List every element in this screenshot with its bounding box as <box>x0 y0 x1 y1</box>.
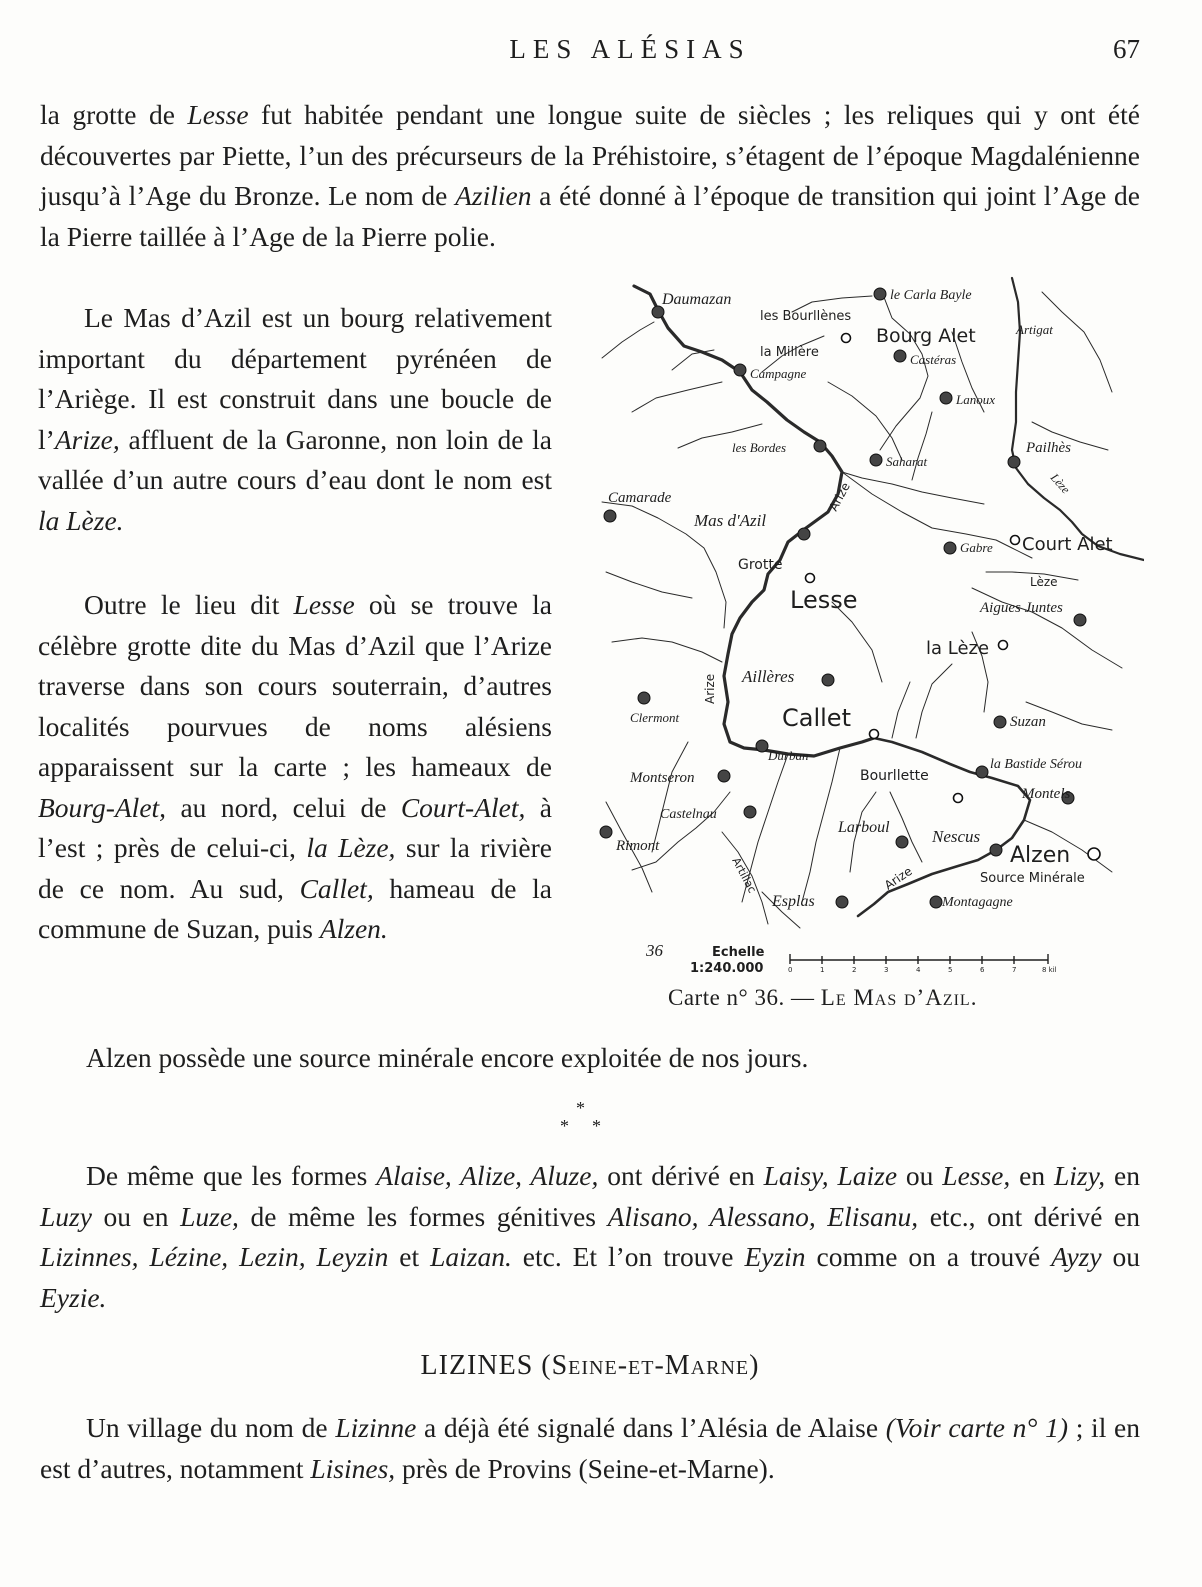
separator-star: * <box>592 1116 601 1136</box>
paragraph-grotte: la grotte de Lesse fut habitée pendant une longue suite de siècles ; les reliques qui y ont été découvertes par Piette, l’un des précurseurs de la Préhistoire, s’étagent de l’époque Magdalénienne jusqu’à l’Age du Bronze. Le nom de Azilien a été donné à l’époque de transition qui joint l’Age de la Pierre taillée à l’Age de la Pierre polie. <box>40 99 1140 252</box>
map-label-les-bordes: les Bordes <box>732 440 787 455</box>
map-label-grotte: Grotte <box>738 557 783 573</box>
map-label-lesse: Lesse <box>790 586 858 614</box>
map-label-mas-d-azil: Mas d'Azil <box>694 511 767 530</box>
map-river-arize: Arize <box>826 480 853 514</box>
map-label-daumazan: Daumazan <box>662 291 732 308</box>
map-label-clermont: Clermont <box>630 710 680 725</box>
scale-tick: 4 <box>916 966 921 974</box>
map-label-la-bastide: la Bastide Sérou <box>990 757 1083 772</box>
map-label-rimont: Rimont <box>616 838 660 854</box>
map-label-artigat: Artigat <box>1016 322 1053 337</box>
section-heading <box>0 1350 1180 1382</box>
paragraph-alzen: Alzen possède une source minérale encore exploitée de nos jours. <box>86 1042 809 1073</box>
map-label-bourllenes: les Bourllènes <box>760 309 852 324</box>
scale-tick: 7 <box>1012 966 1017 974</box>
page-number: 67 <box>1113 34 1140 64</box>
scale-tick: 0 <box>788 966 793 974</box>
map-river-leze: Lèze <box>1030 575 1058 589</box>
map-label-camarade: Camarade <box>608 490 672 506</box>
map-label-aigues-juntes: Aigues Juntes <box>980 600 1063 616</box>
section-separator <box>552 1094 612 1144</box>
separator-star: * <box>560 1116 569 1136</box>
map-label-alzen: Alzen <box>1010 843 1071 868</box>
map-label-montseron: Montseron <box>630 770 695 786</box>
map-label-suzan: Suzan <box>1010 714 1046 730</box>
map-label-larboul: Larboul <box>838 819 890 836</box>
map-drawing <box>592 272 1144 992</box>
map-river-leze: Lèze <box>1047 470 1073 497</box>
map-label-ailleres: Aillères <box>742 667 795 686</box>
map-label-bourllette: Bourllette <box>860 768 929 784</box>
map-label-bourg-alet: Bourg Alet <box>876 325 976 347</box>
scale-label: Echelle <box>712 945 765 960</box>
scale-tick: 3 <box>884 966 889 974</box>
map-label-montagagne: Montagagne <box>942 895 1013 910</box>
scale-tick: 6 <box>980 966 985 974</box>
map-label-la-leze: la Lèze <box>926 638 990 659</box>
map-label-le-carla: le Carla Bayle <box>890 288 972 303</box>
scale-tick: 5 <box>948 966 953 974</box>
map-number: 36 <box>646 941 663 960</box>
scale-ratio: 1:240.000 <box>690 961 764 976</box>
paragraph-formes: De même que les formes Alaise, Alize, Aluze, ont dérivé en Laisy, Laize ou Lesse, en Lizy, en Luzy ou en Luze, de même les formes génitives Alisano, Alessano, Elisanu, etc., ont dérivé en Lizinnes, Lézine, Lezin, Leyzin et Laizan. etc. Et l’on trouve Eyzin comme on a trouvé Ayzy ou Eyzie. <box>40 1160 1141 1313</box>
scale-tick: 1 <box>820 966 825 974</box>
map-label-esplas: Esplas <box>772 893 815 910</box>
map-figure <box>592 272 1144 992</box>
map-label-source-minerale: Source Minérale <box>980 871 1085 886</box>
map-label-lanoux: Lanoux <box>956 392 995 407</box>
map-label-gabre: Gabre <box>960 540 993 555</box>
heading-main: LIZINES <box>420 1350 534 1381</box>
separator-star: * <box>576 1098 585 1118</box>
map-caption: Carte n° 36. — Le Mas d’Azil. <box>668 985 978 1010</box>
map-river-arize: Arize <box>703 673 717 704</box>
paragraph-lizines: Un village du nom de Lizinne a déjà été signalé dans l’Alésia de Alaise (Voir carte n° 1) ; il en est d’autres, notamment Lisines, près de Provins (Seine-et-Marne). <box>40 1412 1140 1484</box>
paragraph-localites: Outre le lieu dit Lesse où se trouve la célèbre grotte dite du Mas d’Azil que l’Arize traverse dans son cours souterrain, d’autres localités pourvues de noms alésiens apparaissent sur la carte ; les hameaux de Bourg-Alet, au nord, celui de Court-Alet, à l’est ; près de celui-ci, la Lèze, sur la rivière de ce nom. Au sud, Callet, hameau de la commune de Suzan, puis Alzen. <box>38 589 552 944</box>
map-label-court-alet: Court Alet <box>1022 534 1113 555</box>
map-label-la-millere: la Millère <box>760 345 819 360</box>
running-title: LES ALÉSIAS <box>509 34 751 64</box>
page-header <box>40 34 1140 74</box>
map-label-nescus: Nescus <box>932 827 981 846</box>
map-label-montels: Montels <box>1022 786 1071 802</box>
paragraph-mas-d-azil: Le Mas d’Azil est un bourg relativement important du département pyrénéen de l’Ariège. Il est construit dans une boucle de l’Arize, affluent de la Garonne, non loin de la vallée d’un autre cours d’eau dont le nom est la Lèze. <box>38 302 552 536</box>
map-label-castelnau: Castelnau <box>660 807 717 822</box>
map-label-callet: Callet <box>782 704 851 732</box>
scale-tick: 8 kil <box>1042 966 1057 974</box>
map-label-saharat: Saharat <box>886 454 928 469</box>
map-river-artillac: Artillac <box>729 855 759 896</box>
scale-tick: 2 <box>852 966 857 974</box>
map-label-durban: Durban <box>768 748 809 763</box>
heading-sub: (Seine-et-Marne) <box>541 1350 760 1381</box>
map-river-arize: Arize <box>881 864 915 893</box>
map-label-campagne: Campagne <box>750 366 807 381</box>
map-label-casteras: Castéras <box>910 352 957 367</box>
map-label-pailhes: Pailhès <box>1026 440 1071 456</box>
